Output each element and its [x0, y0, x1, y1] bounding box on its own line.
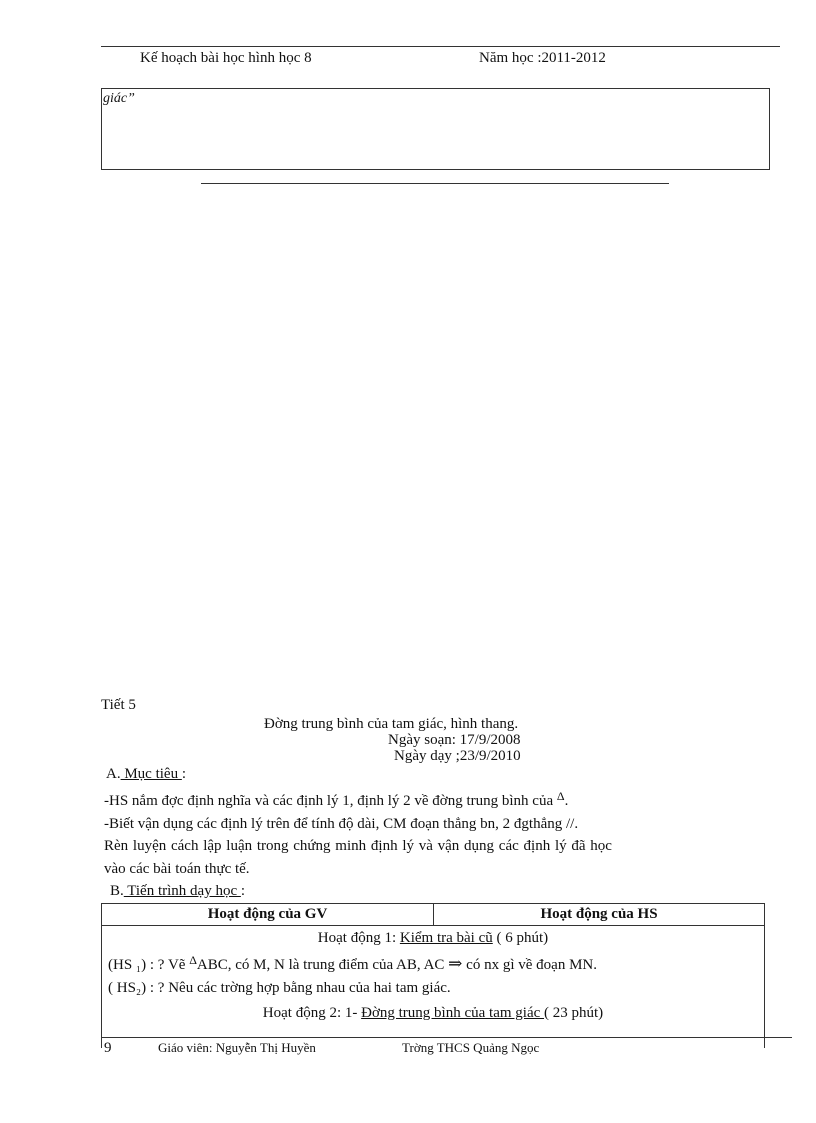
objective-1-text: -HS nắm đợc định nghĩa và các định lý 1, định lý 2 về đờng trung bình của	[104, 793, 554, 809]
section-a-heading	[106, 766, 186, 783]
activity-1-label: Kiểm tra bài cũ	[399, 930, 493, 946]
footer-teacher: Giáo viên: Nguyễn Thị Huyền	[158, 1040, 316, 1055]
lesson-period: Tiết 5	[101, 697, 136, 713]
column-header-hs: Hoạt động của HS	[434, 904, 765, 926]
footer-page-number: 9	[104, 1040, 112, 1056]
column-header-gv: Hoạt động của GV	[102, 904, 434, 926]
lesson-title: Đờng trung bình của tam giác, hình thang.	[264, 716, 519, 732]
table-body-row	[102, 926, 765, 1049]
top-box-text: giác”	[103, 91, 135, 106]
triangle-symbol-icon: Δ	[189, 953, 197, 967]
activity-table	[101, 903, 765, 1048]
section-b-label: Tiến trình dạy học	[123, 883, 241, 899]
hs1-question	[102, 951, 764, 976]
hs2-question: ( HS₂) : ? Nêu các trờng hợp bằng nhau của hai tam giác.	[108, 980, 451, 996]
table-body-cell	[102, 926, 765, 1049]
header-year: Năm học :2011-2012	[479, 50, 606, 66]
footer-school: Trờng THCS Quảng Ngọc	[402, 1040, 540, 1055]
separator-rule	[201, 183, 669, 184]
activity-1-heading	[102, 926, 764, 951]
triangle-symbol-icon: Δ	[556, 789, 565, 803]
activity-2-suffix: ( 23 phút)	[544, 1005, 604, 1021]
section-a-suffix: :	[181, 766, 187, 782]
section-b-prefix: B.	[110, 883, 124, 899]
objective-line-2: -Biết vận dụng các định lý trên để tính độ dài, CM đoạn thẳng bn, 2 đgthẳng //.	[104, 816, 579, 832]
section-a-label: Mục tiêu	[120, 766, 182, 782]
activity-2-label: Đờng trung bình của tam giác	[361, 1005, 545, 1021]
hs1-prefix: (HS ₁) : ? Vẽ	[108, 957, 190, 973]
section-b-suffix: :	[240, 883, 246, 899]
activity-1-prefix: Hoạt động 1:	[317, 930, 400, 946]
activity-1-suffix: ( 6 phút)	[492, 930, 549, 946]
objective-line-4: vào các bài toán thực tế.	[104, 861, 250, 877]
objective-1-end: .	[564, 793, 569, 809]
table-header-row	[102, 904, 765, 926]
activity-2-prefix: Hoạt động 2: 1-	[262, 1005, 362, 1021]
top-text-box	[101, 88, 770, 170]
section-b-heading	[110, 883, 245, 900]
lesson-date-prepared: Ngày soạn: 17/9/2008	[388, 732, 521, 748]
footer-rule	[101, 1037, 792, 1038]
section-a-prefix: A.	[106, 766, 121, 782]
activity-2-heading	[102, 1001, 764, 1026]
lesson-date-taught: Ngày dạy ;23/9/2010	[394, 748, 521, 764]
header-rule-top	[101, 46, 780, 47]
header-title: Kế hoạch bài học hình học 8	[140, 50, 312, 66]
objective-line-1	[104, 789, 569, 810]
objective-line-3: Rèn luyện cách lập luận trong chứng minh định lý và vận dụng các định lý đã học	[104, 838, 612, 854]
hs1-middle: ABC, có M, N là trung điểm của AB, AC	[196, 957, 449, 973]
hs1-end: có nx gì về đoạn MN.	[462, 957, 597, 973]
implies-arrow-icon: ⇒	[448, 954, 463, 973]
